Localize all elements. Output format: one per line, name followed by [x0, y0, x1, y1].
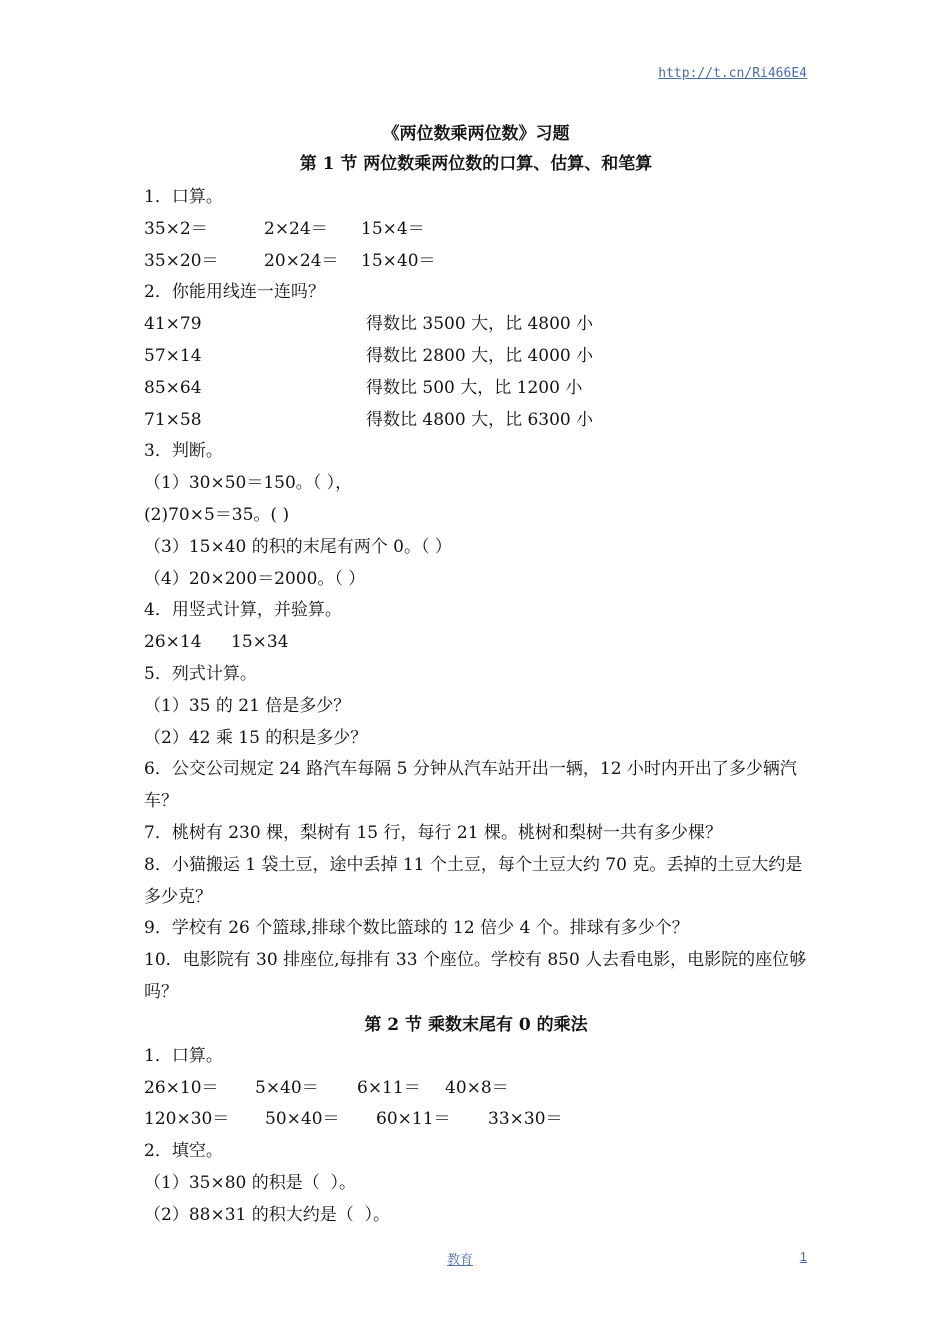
s1-q8: 8．小猫搬运 1 袋土豆，途中丢掉 11 个土豆，每个土豆大约 70 克。丢掉的土豆大约是多少克？ [144, 854, 803, 907]
expression: 15×40＝ [361, 250, 436, 271]
fill-item: （2）88×31 的积大约是（ ）。 [144, 1204, 391, 1225]
expression: 120×30＝ [144, 1109, 230, 1130]
s1-q6: 6．公交公司规定 24 路汽车每隔 5 分钟从汽车站开出一辆，12 小时内开出了多少辆汽车？ [144, 759, 797, 812]
match-right: 得数比 3500 大，比 4800 小 [366, 314, 594, 335]
s1-q4-label: 4．用竖式计算，并验算。 [144, 600, 342, 621]
expression: 40×8＝ [445, 1077, 509, 1098]
section1-heading: 第 1 节 两位数乘两位数的口算、估算、和笔算 [299, 154, 653, 174]
expression: 2×24＝ [264, 218, 328, 239]
match-row [144, 405, 808, 437]
s2-q1-label: 1．口算。 [144, 1045, 223, 1066]
match-left: 85×64 [144, 377, 202, 398]
expression: 33×30＝ [488, 1109, 563, 1130]
s1-q5-label: 5．列式计算。 [144, 663, 257, 684]
match-left: 41×79 [144, 314, 202, 335]
judge-item: （1）30×50＝150。（ ）， [144, 473, 353, 494]
s2-q1-row2 [144, 1104, 808, 1136]
s1-q3-label: 3．判断。 [144, 441, 223, 462]
footer-link[interactable]: 教育 [447, 1252, 474, 1267]
s1-q9: 9．学校有 26 个篮球,排球个数比篮球的 12 倍少 4 个。排球有多少个？ [144, 918, 689, 939]
page-number: 1 [799, 1249, 807, 1264]
expression: 5×40＝ [255, 1077, 319, 1098]
expression: 35×20＝ [144, 250, 219, 271]
s1-q10: 10．电影院有 30 排座位,每排有 33 个座位。学校有 850 人去看电影，电影院的座位够吗？ [144, 950, 807, 1002]
s2-q1-row1 [144, 1073, 808, 1105]
expression: 15×34 [231, 632, 289, 653]
expression: 20×24＝ [264, 250, 339, 271]
document-body [144, 120, 808, 1232]
s1-q1-row1 [144, 214, 808, 246]
s1-q1-label: 1．口算。 [144, 187, 223, 207]
match-row [144, 309, 808, 341]
document-title: 《两位数乘两位数》习题 [382, 124, 570, 144]
expression: 60×11＝ [376, 1109, 451, 1130]
match-right: 得数比 4800 大，比 6300 小 [366, 409, 594, 430]
s2-q2-label: 2．填空。 [144, 1141, 223, 1162]
expression: 15×4＝ [361, 218, 425, 239]
s1-q4-items [144, 627, 808, 659]
match-right: 得数比 2800 大，比 4000 小 [366, 345, 594, 366]
fill-item: （1）35×80 的积是（ ）。 [144, 1172, 357, 1193]
expression: 35×2＝ [144, 218, 208, 239]
s1-q1-row2 [144, 246, 808, 278]
calc-item: （1）35 的 21 倍是多少？ [144, 695, 351, 716]
match-right: 得数比 500 大，比 1200 小 [366, 377, 583, 398]
calc-item: （2）42 乘 15 的积是多少？ [144, 727, 368, 748]
expression: 26×10＝ [144, 1077, 219, 1098]
match-left: 57×14 [144, 345, 202, 366]
s1-q7: 7．桃树有 230 棵，梨树有 15 行，每行 21 棵。桃树和梨树一共有多少棵？ [144, 822, 722, 843]
judge-item: (2)70×5＝35。( ) [144, 504, 290, 525]
judge-item: （4）20×200＝2000。（ ） [144, 568, 366, 589]
match-row [144, 373, 808, 405]
match-row [144, 341, 808, 373]
expression: 6×11＝ [357, 1077, 421, 1098]
section2-heading: 第 2 节 乘数末尾有 0 的乘法 [364, 1014, 588, 1035]
s1-q2-label: 2．你能用线连一连吗？ [144, 282, 325, 303]
header-link[interactable]: http://t.cn/Ri466E4 [658, 66, 807, 81]
expression: 26×14 [144, 632, 202, 653]
expression: 50×40＝ [265, 1109, 340, 1130]
match-left: 71×58 [144, 409, 202, 430]
judge-item: （3）15×40 的积的末尾有两个 0。（ ） [144, 536, 452, 557]
